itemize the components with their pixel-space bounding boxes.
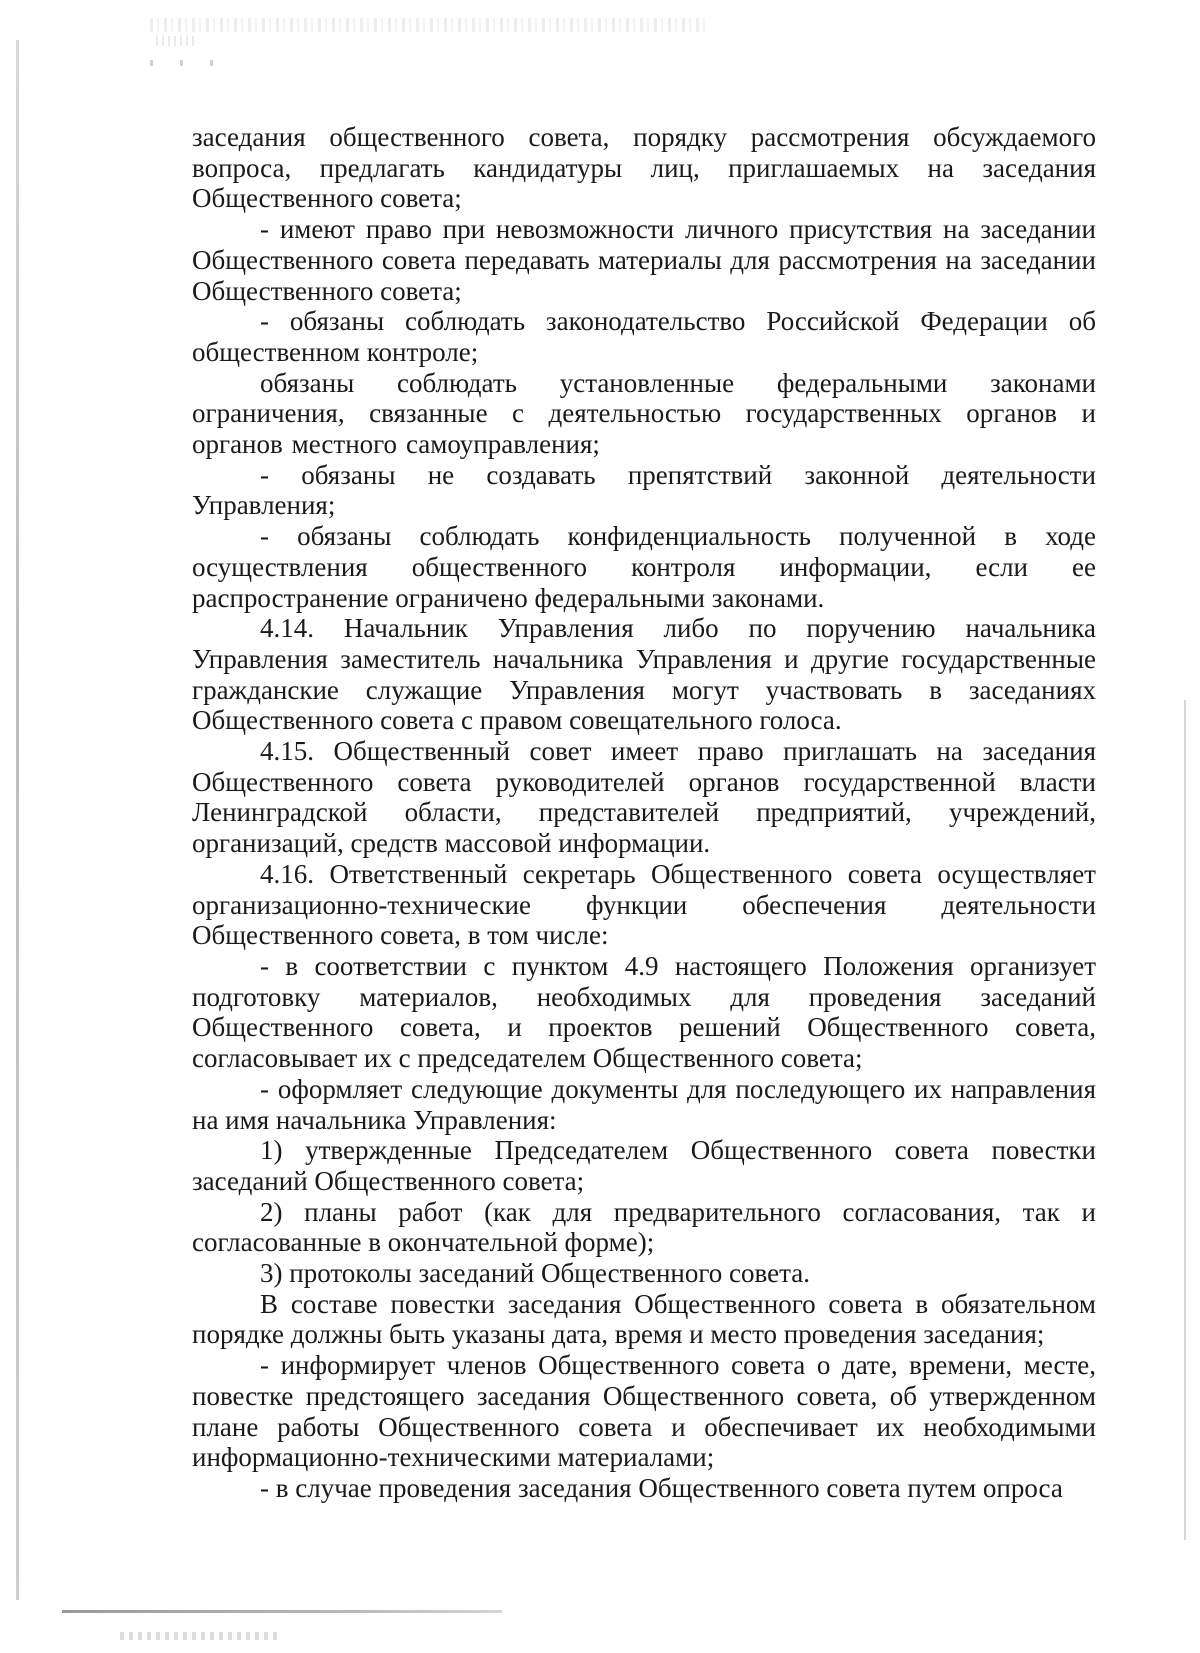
- paragraph: - обязаны соблюдать законодательство Российской Федерации об общественном контроле;: [192, 306, 1096, 367]
- list-item: 2) планы работ (как для предварительного согласования, так и согласованные в окончательной форме);: [192, 1196, 1096, 1258]
- scan-bottom-noise: [120, 1632, 280, 1640]
- list-item: 3) протоколы заседаний Общественного совета.: [260, 1258, 810, 1289]
- paragraph: заседания общественного совета, порядку рассмотрения обсуждаемого вопроса, предлагать кандидатуры лиц, приглашаемых на заседания Общественного совета;: [192, 122, 1096, 214]
- list-item: 1) утвержденные Председателем Общественного совета повестки заседаний Общественного совета;: [192, 1135, 1096, 1196]
- paragraph: - обязаны соблюдать конфиденциальность полученной в ходе осуществления общественного контроля информации, если ее распространение ограничено федеральными законами.: [192, 521, 1096, 613]
- paragraph: - имеют право при невозможности личного присутствия на заседании Общественного совета передавать материалы для рассмотрения на заседании Общественного совета;: [192, 214, 1096, 306]
- paragraph-4-16: 4.16. Ответственный секретарь Общественного совета осуществляет организационно-технические функции обеспечения деятельности Общественного совета, в том числе:: [192, 858, 1096, 951]
- paragraph: - в соответствии с пунктом 4.9 настоящего Положения организует подготовку материалов, необходимых для проведения заседаний Общественного совета, и проектов решений Общественного совета, согласовывает их с председателем Общественного совета;: [192, 950, 1096, 1074]
- paragraph-4-15: 4.15. Общественный совет имеет право приглашать на заседания Общественного совета руководителей органов государственной власти Ленинградской области, представителей предприятий, учреждений, организаций, средств массовой информации.: [192, 736, 1096, 859]
- paragraph: - в случае проведения заседания Общественного совета путем опроса: [260, 1472, 1063, 1503]
- scan-bottom-line: [62, 1610, 502, 1613]
- scan-left-edge: [16, 40, 19, 1600]
- scan-top-noise: [156, 36, 196, 46]
- paragraph: обязаны соблюдать установленные федеральными законами ограничения, связанные с деятельностью государственных органов и органов местного самоуправления;: [192, 367, 1096, 460]
- paragraph-4-14: 4.14. Начальник Управления либо по поручению начальника Управления заместитель начальника Управления и другие государственные гражданские служащие Управления могут участвовать в заседаниях Общественного совета с правом совещательного голоса.: [192, 613, 1096, 736]
- paragraph: В составе повестки заседания Общественного совета в обязательном порядке должны быть указаны дата, время и место проведения заседания;: [192, 1288, 1096, 1350]
- paragraph: - оформляет следующие документы для последующего их направления на имя начальника Управления:: [192, 1073, 1096, 1135]
- paragraph: - информирует членов Общественного совета о дате, времени, месте, повестке предстоящего заседания Общественного совета, об утвержденном плане работы Общественного совета и обеспечивает их необходимыми информационно-техническими материалами;: [192, 1350, 1096, 1473]
- scan-top-noise: [150, 18, 710, 32]
- document-body: [192, 122, 1096, 1504]
- paragraph: - обязаны не создавать препятствий законной деятельности Управления;: [192, 459, 1096, 521]
- scan-dots: [150, 60, 220, 66]
- scan-right-edge: [1184, 700, 1186, 1540]
